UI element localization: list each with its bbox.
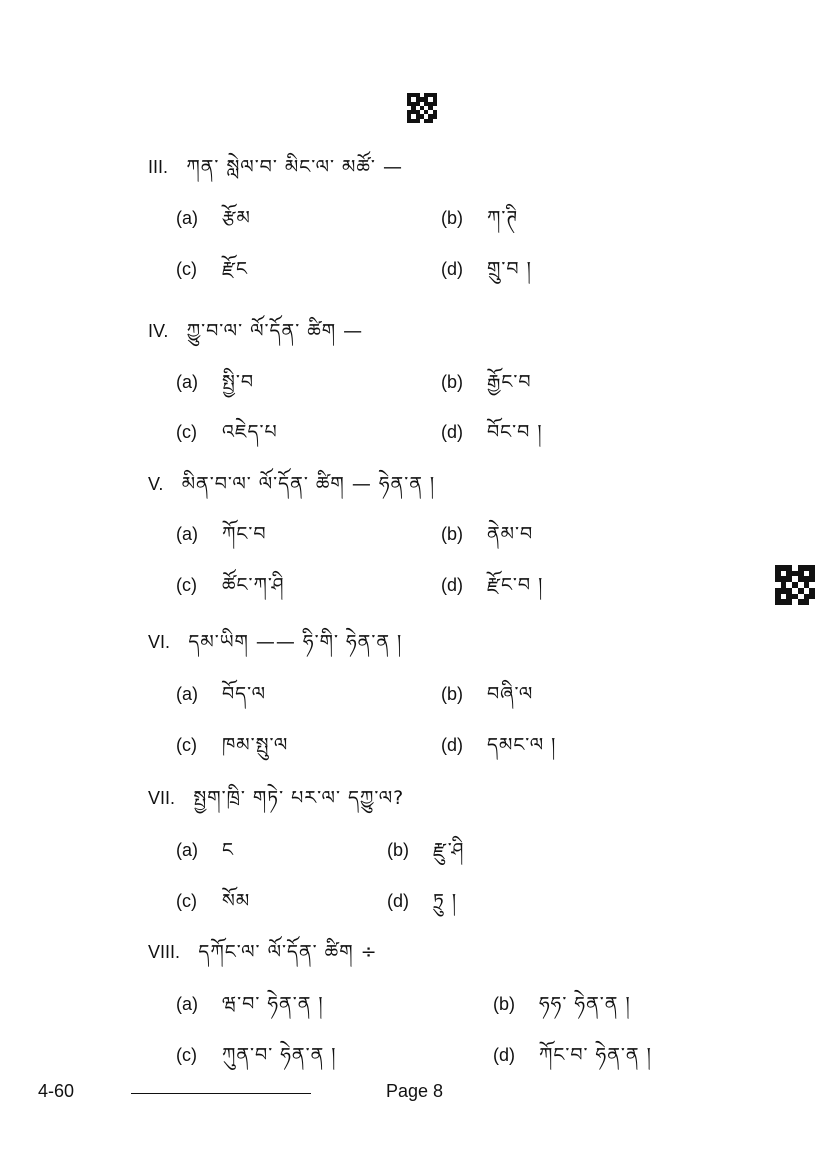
option-text: སོམ	[222, 890, 251, 912]
option-d	[441, 410, 543, 464]
option-a	[176, 360, 254, 414]
option-b	[441, 512, 533, 566]
option-text: བཞི་ལ	[487, 683, 534, 705]
question-number: V.	[148, 474, 164, 494]
option-label: (b)	[441, 524, 463, 544]
option-label: (a)	[176, 994, 198, 1014]
question-number: IV.	[148, 321, 169, 341]
option-label: (c)	[176, 422, 197, 442]
footer-divider	[131, 1093, 311, 1094]
option-text: ཀོང་བ་ ཧེན་ན །	[539, 1044, 652, 1066]
option-d	[493, 1033, 652, 1087]
option-d	[441, 563, 543, 617]
question-stem: དམ་ཡིག —— ཧི་གི་ ཧེན་ན །	[188, 631, 403, 653]
option-a	[176, 196, 251, 250]
question-7	[148, 776, 404, 830]
option-a	[176, 672, 266, 726]
option-a	[176, 512, 267, 566]
option-c	[176, 1033, 337, 1087]
question-number: VII.	[148, 788, 176, 808]
option-text: ཧཧ་ ཧེན་ན །	[539, 993, 631, 1015]
option-label: (d)	[387, 891, 409, 911]
question-8	[148, 930, 378, 984]
option-label: (a)	[176, 524, 198, 544]
option-text: གྲུ་བ །	[487, 258, 532, 280]
option-text: བོད་ལ	[222, 683, 267, 705]
option-b	[387, 828, 464, 882]
question-number: VIII.	[148, 942, 181, 962]
option-text: རྫོང	[222, 258, 248, 280]
option-label: (c)	[176, 735, 197, 755]
option-label: (b)	[493, 994, 515, 1014]
option-text: སྤྱི་བ	[222, 371, 254, 393]
option-text: རྫོང་བ །	[487, 574, 544, 596]
qr-code-icon	[407, 93, 437, 123]
question-stem: མིན་བ་ལ་ ལོ་དོན་ ཚིག — ཧེན་ན །	[181, 473, 436, 495]
question-number: III.	[148, 157, 169, 177]
option-label: (c)	[176, 259, 197, 279]
option-label: (c)	[176, 575, 197, 595]
question-number: VI.	[148, 632, 171, 652]
option-c	[176, 879, 250, 933]
option-text: བོང་བ །	[487, 421, 543, 443]
qr-code-icon	[775, 565, 815, 605]
option-d	[387, 879, 457, 933]
option-label: (d)	[441, 259, 463, 279]
question-6	[148, 620, 402, 674]
option-label: (b)	[387, 840, 409, 860]
option-text: ང	[222, 839, 234, 861]
option-text: ཏྲུ །	[433, 890, 458, 912]
question-stem: སྤྱག་ཁྲི་ གཏེ་ པར་ལ་ དཀྱུ་ལ?	[193, 787, 405, 809]
option-text: ཁམ་སྤུ་ལ	[222, 734, 289, 756]
option-b	[441, 360, 532, 414]
option-text: ཀ་ཊི	[487, 207, 519, 229]
option-label: (b)	[441, 208, 463, 228]
option-d	[441, 247, 532, 301]
option-label: (a)	[176, 840, 198, 860]
option-label: (d)	[493, 1045, 515, 1065]
option-b	[493, 982, 631, 1036]
option-text: ཝ་བ་ ཧེན་ན །	[222, 993, 324, 1015]
option-text: འཇེད་པ	[222, 421, 278, 443]
question-stem: དཀོང་ལ་ ལོ་དོན་ ཚིག ÷	[198, 941, 378, 963]
option-text: ནེམ་བ	[487, 523, 534, 545]
option-label: (c)	[176, 891, 197, 911]
question-stem: ཀན་ སླེལ་བ་ མིང་ལ་ མཚོ་ —	[186, 156, 403, 178]
option-text: ཚོང་ཀ་ཤི	[222, 574, 285, 596]
option-a	[176, 828, 234, 882]
option-c	[176, 563, 285, 617]
option-text: རྩོམ	[222, 207, 251, 229]
option-label: (d)	[441, 575, 463, 595]
question-5	[148, 462, 435, 516]
option-c	[176, 723, 288, 777]
option-d	[441, 723, 556, 777]
option-text: ཀོང་བ	[222, 523, 267, 545]
option-text: དམང་ལ །	[487, 734, 557, 756]
option-label: (b)	[441, 372, 463, 392]
page-number: Page 8	[386, 1081, 444, 1101]
question-4	[148, 309, 363, 363]
option-a	[176, 982, 324, 1036]
option-label: (a)	[176, 684, 198, 704]
option-label: (b)	[441, 684, 463, 704]
question-3	[148, 145, 403, 199]
option-b	[441, 196, 518, 250]
option-label: (d)	[441, 422, 463, 442]
option-b	[441, 672, 533, 726]
option-c	[176, 247, 248, 301]
option-label: (a)	[176, 372, 198, 392]
option-label: (a)	[176, 208, 198, 228]
question-stem: ཀྱུ་བ་ལ་ ལོ་དོན་ ཚིག —	[186, 320, 364, 342]
paper-code: 4-60	[38, 1081, 75, 1101]
option-text: རྒྱོང་བ	[487, 371, 532, 393]
option-c	[176, 410, 278, 464]
option-text: ཀུན་བ་ ཧེན་ན །	[222, 1044, 337, 1066]
option-label: (d)	[441, 735, 463, 755]
option-label: (c)	[176, 1045, 197, 1065]
option-text: རྫུ་ཤི	[433, 839, 465, 861]
